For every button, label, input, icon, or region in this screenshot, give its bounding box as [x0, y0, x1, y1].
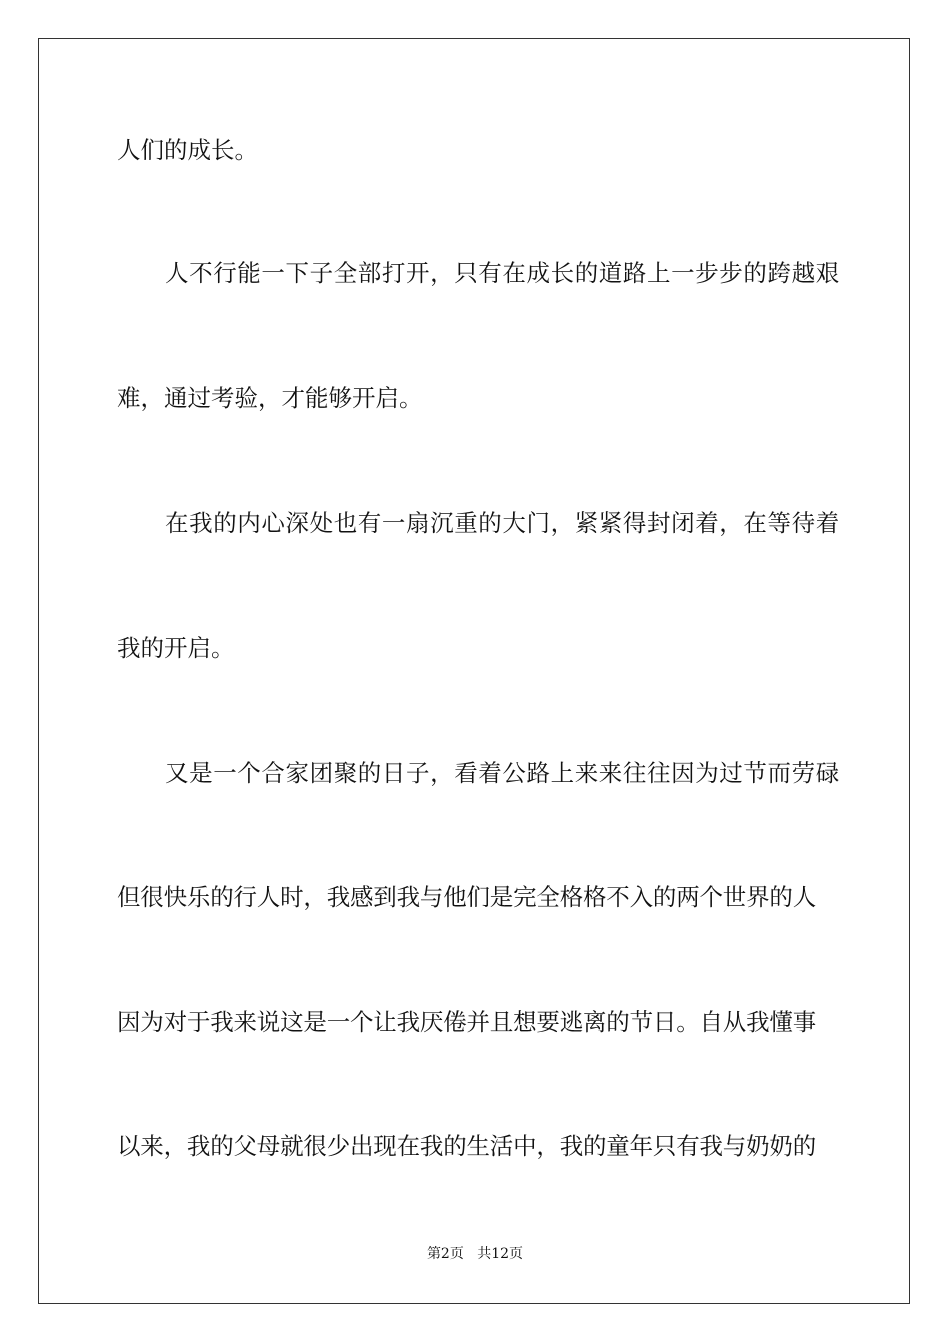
text-line-2-content: 人不行能一下子全部打开，只有在成长的道路上一步步的跨越艰: [165, 259, 840, 287]
page-frame: [38, 38, 910, 1304]
page-footer: [0, 1245, 950, 1263]
text-line-7-content: 但很快乐的行人时，我感到我与他们是完全格格不入的两个世界的人: [117, 883, 816, 911]
page-number: 第2页: [426, 1246, 464, 1262]
text-line-6: [165, 758, 840, 788]
text-line-4: [165, 508, 840, 538]
text-line-9-content: 以来，我的父母就很少出现在我的生活中，我的童年只有我与奶奶的: [117, 1132, 816, 1160]
text-line-8: [117, 1007, 833, 1037]
text-line-4-content: 在我的内心深处也有一扇沉重的大门，紧紧得封闭着，在等待着: [165, 509, 840, 537]
text-line-2: [165, 258, 840, 288]
text-line-9: [117, 1131, 833, 1161]
text-line-5: 我的开启。: [117, 634, 235, 662]
text-line-1: 人们的成长。: [117, 136, 258, 164]
text-line-7: [117, 882, 833, 912]
text-line-6-content: 又是一个合家团聚的日子，看着公路上来来往往因为过节而劳碌: [165, 759, 840, 787]
text-line-3: 难，通过考验，才能够开启。: [117, 384, 423, 412]
page-total: 共12页: [477, 1246, 524, 1262]
text-line-8-content: 因为对于我来说这是一个让我厌倦并且想要逃离的节日。自从我懂事: [117, 1008, 816, 1036]
